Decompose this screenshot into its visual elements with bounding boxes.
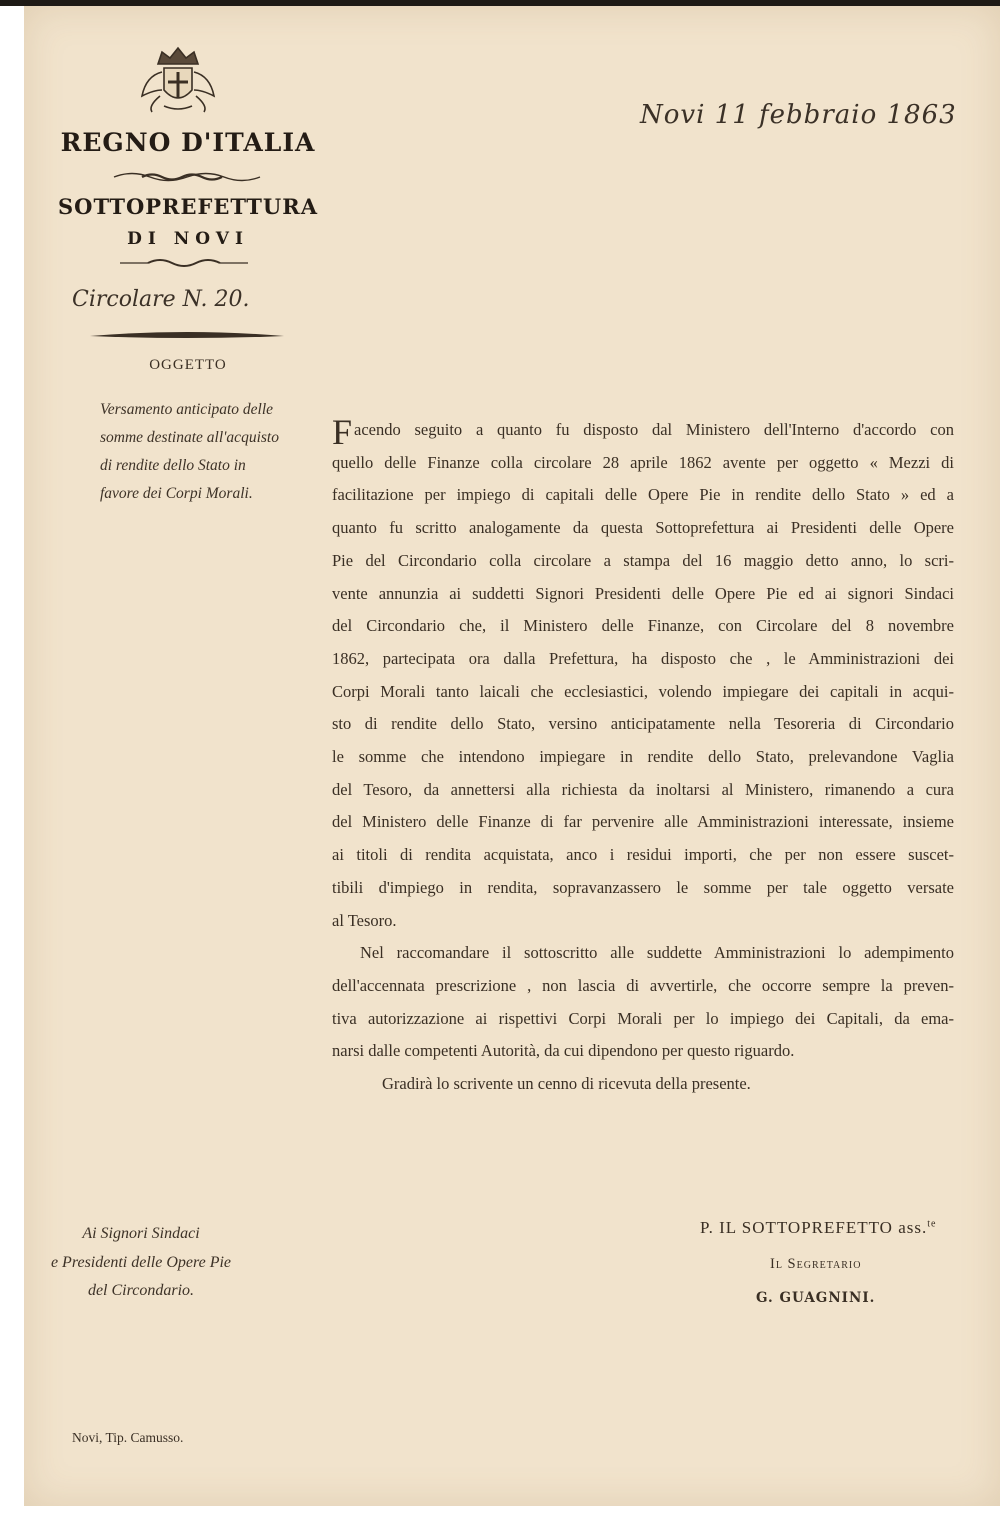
addressee-line: e Presidenti delle Opere Pie bbox=[50, 1253, 232, 1271]
body-line: dell'accennata prescrizione , non lascia di avvertirle, che occorre sempre la preven- bbox=[332, 975, 954, 995]
letter-body bbox=[332, 414, 954, 1101]
drop-cap: F bbox=[332, 412, 353, 452]
body-line: Pie del Circondario colla circolare a stampa del 16 maggio detto anno, lo scri- bbox=[332, 550, 954, 570]
body-line: Corpi Morali tanto laicali che ecclesiastici, volendo impiegare dei capitali in acqui- bbox=[332, 681, 954, 701]
circular-number: Circolare N. 20. bbox=[72, 287, 250, 312]
body-line: quello delle Finanze colla circolare 28 aprile 1862 avente per oggetto « Mezzi di bbox=[332, 452, 954, 472]
body-line: tiva autorizzazione ai rispettivi Corpi Morali per lo impiego dei Capitali, da ema- bbox=[332, 1008, 954, 1028]
subject-text bbox=[100, 396, 310, 508]
body-line: 1862, partecipata ora dalla Prefettura, ha disposto che , le Amministrazioni dei bbox=[332, 648, 954, 668]
signatory-title-sup: te bbox=[927, 1218, 937, 1230]
body-line: acendo seguito a quanto fu disposto dal Ministero dell'Interno d'accordo con bbox=[354, 420, 954, 439]
body-line: ai titoli di rendita acquistata, anco i residui importi, che per non essere suscet- bbox=[332, 845, 954, 865]
addressee-line: Ai Signori Sindaci bbox=[82, 1225, 200, 1242]
subject-line: somme destinate all'acquisto bbox=[100, 429, 279, 446]
body-line: le somme che intendono impiegare in rendite dello Stato, prelevandone Vaglia bbox=[332, 747, 954, 767]
subject-line: di rendite dello Stato in bbox=[100, 457, 246, 474]
subject-heading: OGGETTO bbox=[149, 357, 227, 373]
body-line: sto di rendite dello Stato, versino anticipatamente nella Tesoreria di Circondario bbox=[332, 714, 954, 734]
addressee-line: del Circondario. bbox=[87, 1282, 195, 1299]
addressee-block bbox=[36, 1220, 246, 1306]
body-line: quanto fu scritto analogamente da questa Sottoprefettura ai Presidenti delle Opere bbox=[332, 518, 954, 538]
flourish-ornament-icon bbox=[112, 170, 262, 184]
divider-rule bbox=[88, 330, 286, 342]
document-date: Novi 11 febbraio 1863 bbox=[640, 100, 957, 130]
royal-crest-icon bbox=[138, 46, 218, 114]
signatory-title-text: P. IL SOTTOPREFETTO ass. bbox=[700, 1218, 928, 1237]
body-line: del Circondario che, il Ministero delle Finanze, con Circolare del 8 novembre bbox=[332, 616, 954, 636]
printer-imprint: Novi, Tip. Camusso. bbox=[72, 1430, 184, 1445]
body-line: Gradirà lo scrivente un cenno di ricevuta della presente. bbox=[382, 1074, 751, 1094]
body-line: vente annunzia ai suddetti Signori Presidenti delle Opere Pie ed ai signori Sindaci bbox=[332, 583, 954, 603]
secretary-title: Il Segretario bbox=[770, 1256, 862, 1272]
signatory-title bbox=[700, 1218, 936, 1238]
body-line: narsi dalle competenti Autorità, da cui dipendono per questo riguardo. bbox=[332, 1041, 795, 1061]
flourish-ornament-icon bbox=[118, 257, 250, 269]
body-line: del Ministero delle Finanze di far pervenire alle Amministrazioni interessate, insieme bbox=[332, 812, 954, 832]
body-line: facilitazione per impiego di capitali delle Opere Pie in rendite dello Stato » ed a bbox=[332, 485, 954, 505]
body-line: al Tesoro. bbox=[332, 910, 397, 930]
office-heading: SOTTOPREFETTURA bbox=[58, 194, 318, 219]
signatory-name: G. GUAGNINI. bbox=[756, 1290, 876, 1306]
kingdom-heading: REGNO D'ITALIA bbox=[60, 128, 316, 157]
subject-line: Versamento anticipato delle bbox=[100, 401, 274, 418]
body-line: tibili d'impiego in rendita, sopravanzassero le somme per tale oggetto versate bbox=[332, 877, 954, 897]
paragraph-2 bbox=[332, 937, 954, 1068]
subject-line: favore dei Corpi Morali. bbox=[100, 485, 253, 502]
paragraph-3 bbox=[332, 1068, 954, 1101]
place-heading: DI NOVI bbox=[127, 229, 249, 249]
paragraph-1 bbox=[332, 414, 954, 937]
body-line: Nel raccomandare il sottoscritto alle suddette Amministrazioni lo adempimento bbox=[360, 943, 954, 963]
body-line: del Tesoro, da annettersi alla richiesta da inoltarsi al Ministero, rimanendo a cura bbox=[332, 779, 954, 799]
